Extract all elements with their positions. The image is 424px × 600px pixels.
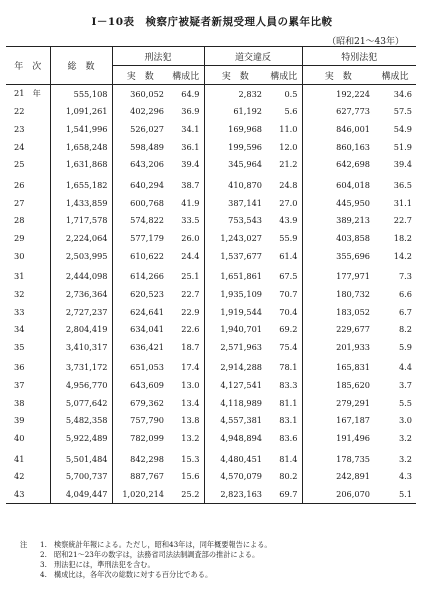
cell-criminal-ratio: 25.1 [181, 271, 200, 282]
cell-criminal-actual: 887,767 [112, 467, 168, 485]
cell-total: 3,731,172 [50, 356, 112, 377]
note-number: 2. [40, 550, 47, 559]
cell-total: 4,049,447 [50, 485, 112, 503]
cell-special-actual: 165,831 [302, 356, 374, 377]
cell-criminal-ratio: 26.0 [181, 232, 200, 243]
cell-traffic-actual: 199,596 [204, 138, 266, 156]
cell-special-actual: 846,001 [302, 120, 374, 138]
cell-special-actual: 185,620 [302, 376, 374, 394]
cell-year: 39 [14, 415, 25, 426]
note-text: 検察統計年報による。ただし，昭和43年は，同年概要報告による。 [54, 540, 272, 549]
cell-criminal-actual: 610,622 [112, 247, 168, 265]
cell-criminal-actual: 574,822 [112, 211, 168, 229]
cell-traffic-ratio: 70.7 [279, 288, 298, 299]
cell-traffic-ratio: 78.1 [279, 362, 298, 373]
table-row [6, 194, 416, 212]
cell-special-ratio: 39.4 [393, 159, 412, 170]
cell-criminal-actual: 643,206 [112, 156, 168, 174]
cell-criminal-ratio: 13.8 [181, 415, 200, 426]
cell-criminal-ratio: 22.9 [181, 306, 200, 317]
cell-criminal-actual: 842,298 [112, 447, 168, 468]
cell-special-ratio: 34.6 [393, 88, 412, 99]
cell-special-ratio: 5.5 [398, 397, 412, 408]
cell-criminal-actual: 526,027 [112, 120, 168, 138]
cell-total: 1,433,859 [50, 194, 112, 212]
cell-special-ratio: 3.0 [398, 415, 412, 426]
cell-criminal-actual: 620,523 [112, 285, 168, 303]
cell-special-ratio: 3.7 [398, 380, 412, 391]
header-special-actual: 実 数 [302, 66, 374, 85]
cell-special-actual: 206,070 [302, 485, 374, 503]
table-title: I－10表 検察庁被疑者新規受理人員の累年比較 [91, 16, 333, 28]
cell-special-actual: 242,891 [302, 467, 374, 485]
cell-total: 4,956,770 [50, 376, 112, 394]
cell-criminal-ratio: 36.1 [181, 141, 200, 152]
cell-special-actual: 178,735 [302, 447, 374, 468]
cell-traffic-actual: 2,823,163 [204, 485, 266, 503]
cell-traffic-actual: 387,141 [204, 194, 266, 212]
cell-special-actual: 860,163 [302, 138, 374, 156]
header-traffic: 道交違反 [204, 47, 302, 66]
cell-criminal-actual: 598,489 [112, 138, 168, 156]
header-special-ratio: 構成比 [374, 66, 416, 85]
cell-year: 21 年 [14, 88, 41, 99]
cell-total: 5,501,484 [50, 447, 112, 468]
cell-criminal-ratio: 15.6 [181, 471, 200, 482]
cell-special-actual: 167,187 [302, 412, 374, 430]
cell-traffic-ratio: 21.2 [279, 159, 298, 170]
cell-special-ratio: 14.2 [393, 250, 412, 261]
notes-label: 注 [20, 540, 28, 549]
cell-special-ratio: 8.2 [398, 324, 412, 335]
header-traffic-actual: 実 数 [204, 66, 266, 85]
cell-traffic-ratio: 83.1 [279, 415, 298, 426]
cell-year: 43 [6, 485, 50, 503]
header-criminal-actual: 実 数 [112, 66, 168, 85]
note-row [20, 570, 272, 580]
cell-special-actual: 183,052 [302, 303, 374, 321]
cell-criminal-ratio: 18.7 [181, 341, 200, 352]
cell-total: 1,541,996 [50, 120, 112, 138]
note-row [20, 560, 272, 570]
note-number: 1. [40, 540, 47, 549]
cell-criminal-ratio: 13.2 [181, 432, 200, 443]
note-text: 構成比は，各年次の総数に対する百分比である。 [54, 570, 213, 579]
cell-criminal-actual: 360,052 [112, 85, 168, 103]
cell-year: 26 [14, 180, 25, 191]
cell-traffic-actual: 1,919,544 [204, 303, 266, 321]
cell-special-actual: 389,213 [302, 211, 374, 229]
cell-special-actual: 604,018 [302, 173, 374, 194]
table-row [6, 376, 416, 394]
cell-special-ratio: 6.6 [398, 288, 412, 299]
table-row [6, 303, 416, 321]
cell-special-actual: 627,773 [302, 103, 374, 121]
table-row [6, 394, 416, 412]
table-row [6, 447, 416, 468]
cell-special-ratio: 36.5 [393, 180, 412, 191]
cell-traffic-actual: 2,832 [204, 85, 266, 103]
cell-traffic-ratio: 81.1 [279, 397, 298, 408]
cell-criminal-actual: 600,768 [112, 194, 168, 212]
cell-criminal-ratio: 13.0 [181, 380, 200, 391]
cell-traffic-actual: 4,948,894 [204, 429, 266, 447]
table-row [6, 247, 416, 265]
cell-traffic-ratio: 61.4 [279, 250, 298, 261]
cell-total: 2,503,995 [50, 247, 112, 265]
cell-year: 22 [14, 106, 25, 117]
cell-traffic-actual: 410,870 [204, 173, 266, 194]
header-traffic-ratio: 構成比 [266, 66, 302, 85]
note-row [20, 550, 272, 560]
table-row [6, 138, 416, 156]
cell-criminal-ratio: 33.5 [181, 215, 200, 226]
cell-traffic-actual: 4,127,541 [204, 376, 266, 394]
cell-special-actual: 201,933 [302, 338, 374, 356]
cell-special-ratio: 5.9 [398, 341, 412, 352]
cell-total: 1,717,578 [50, 211, 112, 229]
cell-total: 2,727,237 [50, 303, 112, 321]
cell-traffic-actual: 4,570,079 [204, 467, 266, 485]
cell-traffic-ratio: 69.2 [279, 324, 298, 335]
cell-traffic-ratio: 24.8 [279, 180, 298, 191]
cell-traffic-ratio: 83.3 [279, 380, 298, 391]
table-subtitle: （昭和21～43年） [327, 37, 404, 47]
table-row [6, 485, 416, 503]
cell-traffic-actual: 1,537,677 [204, 247, 266, 265]
cell-special-ratio: 3.2 [398, 432, 412, 443]
cell-traffic-actual: 1,940,701 [204, 320, 266, 338]
cell-traffic-ratio: 55.9 [279, 232, 298, 243]
cell-special-ratio: 51.9 [393, 141, 412, 152]
cell-total: 5,700,737 [50, 467, 112, 485]
cell-criminal-ratio: 13.4 [181, 397, 200, 408]
cell-total: 2,804,419 [50, 320, 112, 338]
cell-criminal-actual: 640,294 [112, 173, 168, 194]
cell-total: 5,922,489 [50, 429, 112, 447]
cell-special-actual: 177,971 [302, 264, 374, 285]
table-row [6, 120, 416, 138]
cell-traffic-actual: 61,192 [204, 103, 266, 121]
cell-criminal-ratio: 41.9 [181, 197, 200, 208]
header-total: 総 数 [50, 47, 112, 85]
cell-total: 2,224,064 [50, 229, 112, 247]
cell-special-actual: 279,291 [302, 394, 374, 412]
cell-criminal-ratio: 39.4 [181, 159, 200, 170]
cell-traffic-ratio: 75.4 [279, 341, 298, 352]
table-row [6, 320, 416, 338]
cell-criminal-ratio: 64.9 [181, 88, 200, 99]
cell-special-actual: 355,696 [302, 247, 374, 265]
table-row [6, 356, 416, 377]
cell-total: 2,736,364 [50, 285, 112, 303]
cell-total: 5,482,358 [50, 412, 112, 430]
cell-criminal-actual: 614,266 [112, 264, 168, 285]
note-row [20, 540, 272, 550]
table-row [6, 467, 416, 485]
cell-special-ratio: 18.2 [393, 232, 412, 243]
cell-criminal-ratio: 36.9 [181, 106, 200, 117]
cell-traffic-ratio: 70.4 [279, 306, 298, 317]
cell-total: 2,444,098 [50, 264, 112, 285]
cell-special-actual: 403,858 [302, 229, 374, 247]
cell-traffic-actual: 2,914,288 [204, 356, 266, 377]
cell-criminal-ratio: 38.7 [181, 180, 200, 191]
cell-traffic-actual: 1,651,861 [204, 264, 266, 285]
cell-year: 30 [14, 250, 25, 261]
cell-special-ratio: 54.9 [393, 124, 412, 135]
header-criminal-ratio: 構成比 [168, 66, 204, 85]
cell-special-ratio: 3.2 [398, 453, 412, 464]
cell-special-ratio: 31.1 [393, 197, 412, 208]
cell-year: 40 [14, 432, 25, 443]
cell-criminal-actual: 782,099 [112, 429, 168, 447]
cell-total: 555,108 [50, 85, 112, 103]
cell-year: 32 [14, 288, 25, 299]
cell-criminal-actual: 643,609 [112, 376, 168, 394]
cell-total: 1,631,868 [50, 156, 112, 174]
cell-traffic-ratio: 69.7 [266, 485, 302, 503]
cell-traffic-actual: 345,964 [204, 156, 266, 174]
cell-criminal-actual: 757,790 [112, 412, 168, 430]
cell-traffic-actual: 2,571,963 [204, 338, 266, 356]
table-notes [20, 540, 272, 580]
table-row [6, 229, 416, 247]
header-criminal: 刑法犯 [112, 47, 204, 66]
cell-year: 41 [14, 453, 25, 464]
note-number: 3. [40, 560, 47, 569]
table-row [6, 285, 416, 303]
cell-year: 23 [14, 124, 25, 135]
cell-criminal-actual: 679,362 [112, 394, 168, 412]
cell-traffic-ratio: 67.5 [279, 271, 298, 282]
cell-criminal-actual: 624,641 [112, 303, 168, 321]
cell-criminal-ratio: 22.7 [181, 288, 200, 299]
cell-total: 1,658,248 [50, 138, 112, 156]
cell-year: 35 [14, 341, 25, 352]
cell-year: 42 [14, 471, 25, 482]
cell-criminal-actual: 402,296 [112, 103, 168, 121]
cell-criminal-actual: 577,179 [112, 229, 168, 247]
cell-total: 1,655,182 [50, 173, 112, 194]
cell-special-ratio: 7.3 [398, 271, 412, 282]
cell-traffic-ratio: 5.6 [284, 106, 298, 117]
header-special: 特別法犯 [302, 47, 416, 66]
cell-total: 1,091,261 [50, 103, 112, 121]
cell-criminal-ratio: 17.4 [181, 362, 200, 373]
table-row [6, 103, 416, 121]
note-number: 4. [40, 570, 47, 579]
cell-criminal-ratio: 15.3 [181, 453, 200, 464]
cell-special-ratio: 6.7 [398, 306, 412, 317]
cell-special-actual: 192,224 [302, 85, 374, 103]
note-text: 昭和21～23年の数字は，法務省司法法制調査部の推計による。 [54, 550, 260, 559]
cell-criminal-actual: 636,421 [112, 338, 168, 356]
cell-special-actual: 229,677 [302, 320, 374, 338]
cell-criminal-ratio: 25.2 [168, 485, 204, 503]
cell-traffic-ratio: 80.2 [279, 471, 298, 482]
cell-special-actual: 642,698 [302, 156, 374, 174]
cell-year: 38 [14, 397, 25, 408]
cell-year: 28 [14, 215, 25, 226]
cell-year: 33 [14, 306, 25, 317]
cell-traffic-actual: 4,557,381 [204, 412, 266, 430]
cell-special-actual: 191,496 [302, 429, 374, 447]
cell-special-actual: 445,950 [302, 194, 374, 212]
cell-total: 5,077,642 [50, 394, 112, 412]
cell-special-ratio: 22.7 [393, 215, 412, 226]
cell-traffic-ratio: 12.0 [279, 141, 298, 152]
cell-traffic-actual: 1,243,027 [204, 229, 266, 247]
cell-year: 27 [14, 197, 25, 208]
cell-traffic-ratio: 81.4 [279, 453, 298, 464]
cell-traffic-actual: 169,968 [204, 120, 266, 138]
cell-criminal-actual: 634,041 [112, 320, 168, 338]
cell-special-ratio: 5.1 [374, 485, 416, 503]
cell-year: 25 [14, 159, 25, 170]
table-row [6, 85, 416, 103]
cell-traffic-ratio: 83.6 [279, 432, 298, 443]
cell-traffic-ratio: 0.5 [284, 88, 298, 99]
cell-year: 24 [14, 141, 25, 152]
cell-total: 3,410,317 [50, 338, 112, 356]
statistics-table [6, 46, 416, 504]
cell-special-ratio: 57.5 [393, 106, 412, 117]
cell-year: 36 [14, 362, 25, 373]
cell-traffic-actual: 4,118,989 [204, 394, 266, 412]
cell-traffic-ratio: 11.0 [279, 124, 298, 135]
table-row [6, 173, 416, 194]
cell-traffic-actual: 753,543 [204, 211, 266, 229]
table-row [6, 211, 416, 229]
cell-criminal-ratio: 34.1 [181, 124, 200, 135]
table-row [6, 338, 416, 356]
cell-year: 29 [14, 232, 25, 243]
table-row [6, 429, 416, 447]
header-year: 年 次 [6, 47, 50, 85]
cell-special-actual: 180,732 [302, 285, 374, 303]
cell-traffic-ratio: 27.0 [279, 197, 298, 208]
cell-special-ratio: 4.3 [398, 471, 412, 482]
cell-year: 34 [14, 324, 25, 335]
cell-criminal-actual: 1,020,214 [112, 485, 168, 503]
cell-criminal-ratio: 24.4 [181, 250, 200, 261]
table-row [6, 264, 416, 285]
cell-criminal-ratio: 22.6 [181, 324, 200, 335]
cell-year: 37 [14, 380, 25, 391]
cell-criminal-actual: 651,053 [112, 356, 168, 377]
table-row [6, 412, 416, 430]
cell-special-ratio: 4.4 [398, 362, 412, 373]
cell-year: 31 [14, 271, 25, 282]
cell-traffic-actual: 1,935,109 [204, 285, 266, 303]
table-row [6, 156, 416, 174]
note-text: 刑法犯には，準刑法犯を含む。 [54, 560, 155, 569]
cell-traffic-actual: 4,480,451 [204, 447, 266, 468]
cell-traffic-ratio: 43.9 [279, 215, 298, 226]
